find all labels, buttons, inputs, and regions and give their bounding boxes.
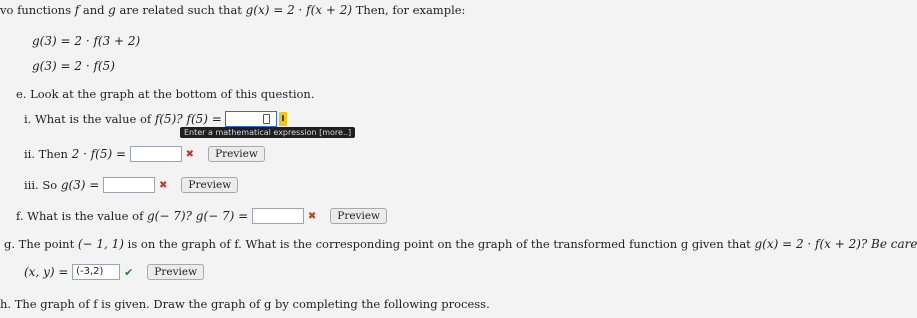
part-f-answer-input[interactable] xyxy=(252,208,304,224)
intro-g: g xyxy=(108,3,116,17)
part-iii-preview-button[interactable]: Preview xyxy=(181,177,238,193)
part-g-tail: Be care xyxy=(871,237,917,251)
part-g-relation: g(x) = 2 · f(x + 2)? xyxy=(754,237,868,251)
intro-tail: Then, for example: xyxy=(355,3,466,17)
part-h-text: h. The graph of f is given. Draw the graph of g by completing the following process. xyxy=(0,297,490,311)
part-i-answer-input[interactable] xyxy=(225,111,277,127)
part-iii-expr: g(3) = xyxy=(60,178,100,192)
intro-f: f xyxy=(74,3,80,17)
part-ii-preview-button[interactable]: Preview xyxy=(208,146,265,162)
equation-editor-icon[interactable] xyxy=(263,114,270,124)
part-i-expr: f(5)? f(5) = xyxy=(154,112,222,126)
answer-g-row xyxy=(24,264,204,280)
part-g-row xyxy=(4,237,917,251)
part-f-row xyxy=(16,208,387,224)
intro-rest: are related such that xyxy=(119,3,242,17)
answer-g-preview-button[interactable]: Preview xyxy=(147,264,204,280)
part-iii-answer-input[interactable] xyxy=(103,177,155,193)
example-eq1: g(3) = 2 · f(3 + 2) xyxy=(32,34,141,48)
part-i-tooltip: Enter a mathematical expression [more..] xyxy=(180,127,355,138)
intro-and: and xyxy=(82,3,105,17)
part-e-text: e. Look at the graph at the bottom of this question. xyxy=(16,87,315,101)
answer-g-correct-icon: ✔ xyxy=(124,265,134,279)
part-f-preview-button[interactable]: Preview xyxy=(330,208,387,224)
part-iii-incorrect-icon: ✖ xyxy=(159,179,168,191)
part-i-label: i. What is the value of xyxy=(24,112,152,126)
part-ii-expr: 2 · f(5) = xyxy=(71,147,127,161)
example-eq2: g(3) = 2 · f(5) xyxy=(32,59,115,73)
part-i-row xyxy=(24,111,287,127)
intro-relation: g(x) = 2 · f(x + 2) xyxy=(245,3,353,17)
answer-g-input[interactable]: (-3,2) xyxy=(72,264,120,280)
intro-line xyxy=(0,3,465,17)
part-iii-row xyxy=(24,177,238,193)
part-ii-label: ii. Then xyxy=(24,147,68,161)
part-f-label: f. What is the value of xyxy=(16,209,144,223)
part-ii-answer-input[interactable] xyxy=(130,146,182,162)
text-cursor-icon xyxy=(279,112,287,126)
answer-g-label: (x, y) = xyxy=(24,265,69,279)
part-f-expr: g(− 7)? g(− 7) = xyxy=(146,209,249,223)
part-f-incorrect-icon: ✖ xyxy=(307,210,317,222)
part-g-point: (− 1, 1) xyxy=(77,237,124,251)
intro-lead: vo functions xyxy=(0,3,72,17)
part-ii-row xyxy=(24,146,265,162)
part-g-text: is on the graph of f. What is the corresponding point on the graph of the transformed function g given that xyxy=(127,237,751,251)
part-g-lead: g. The point xyxy=(4,237,75,251)
part-ii-incorrect-icon: ✖ xyxy=(185,148,195,160)
part-iii-label: iii. So xyxy=(24,178,58,192)
